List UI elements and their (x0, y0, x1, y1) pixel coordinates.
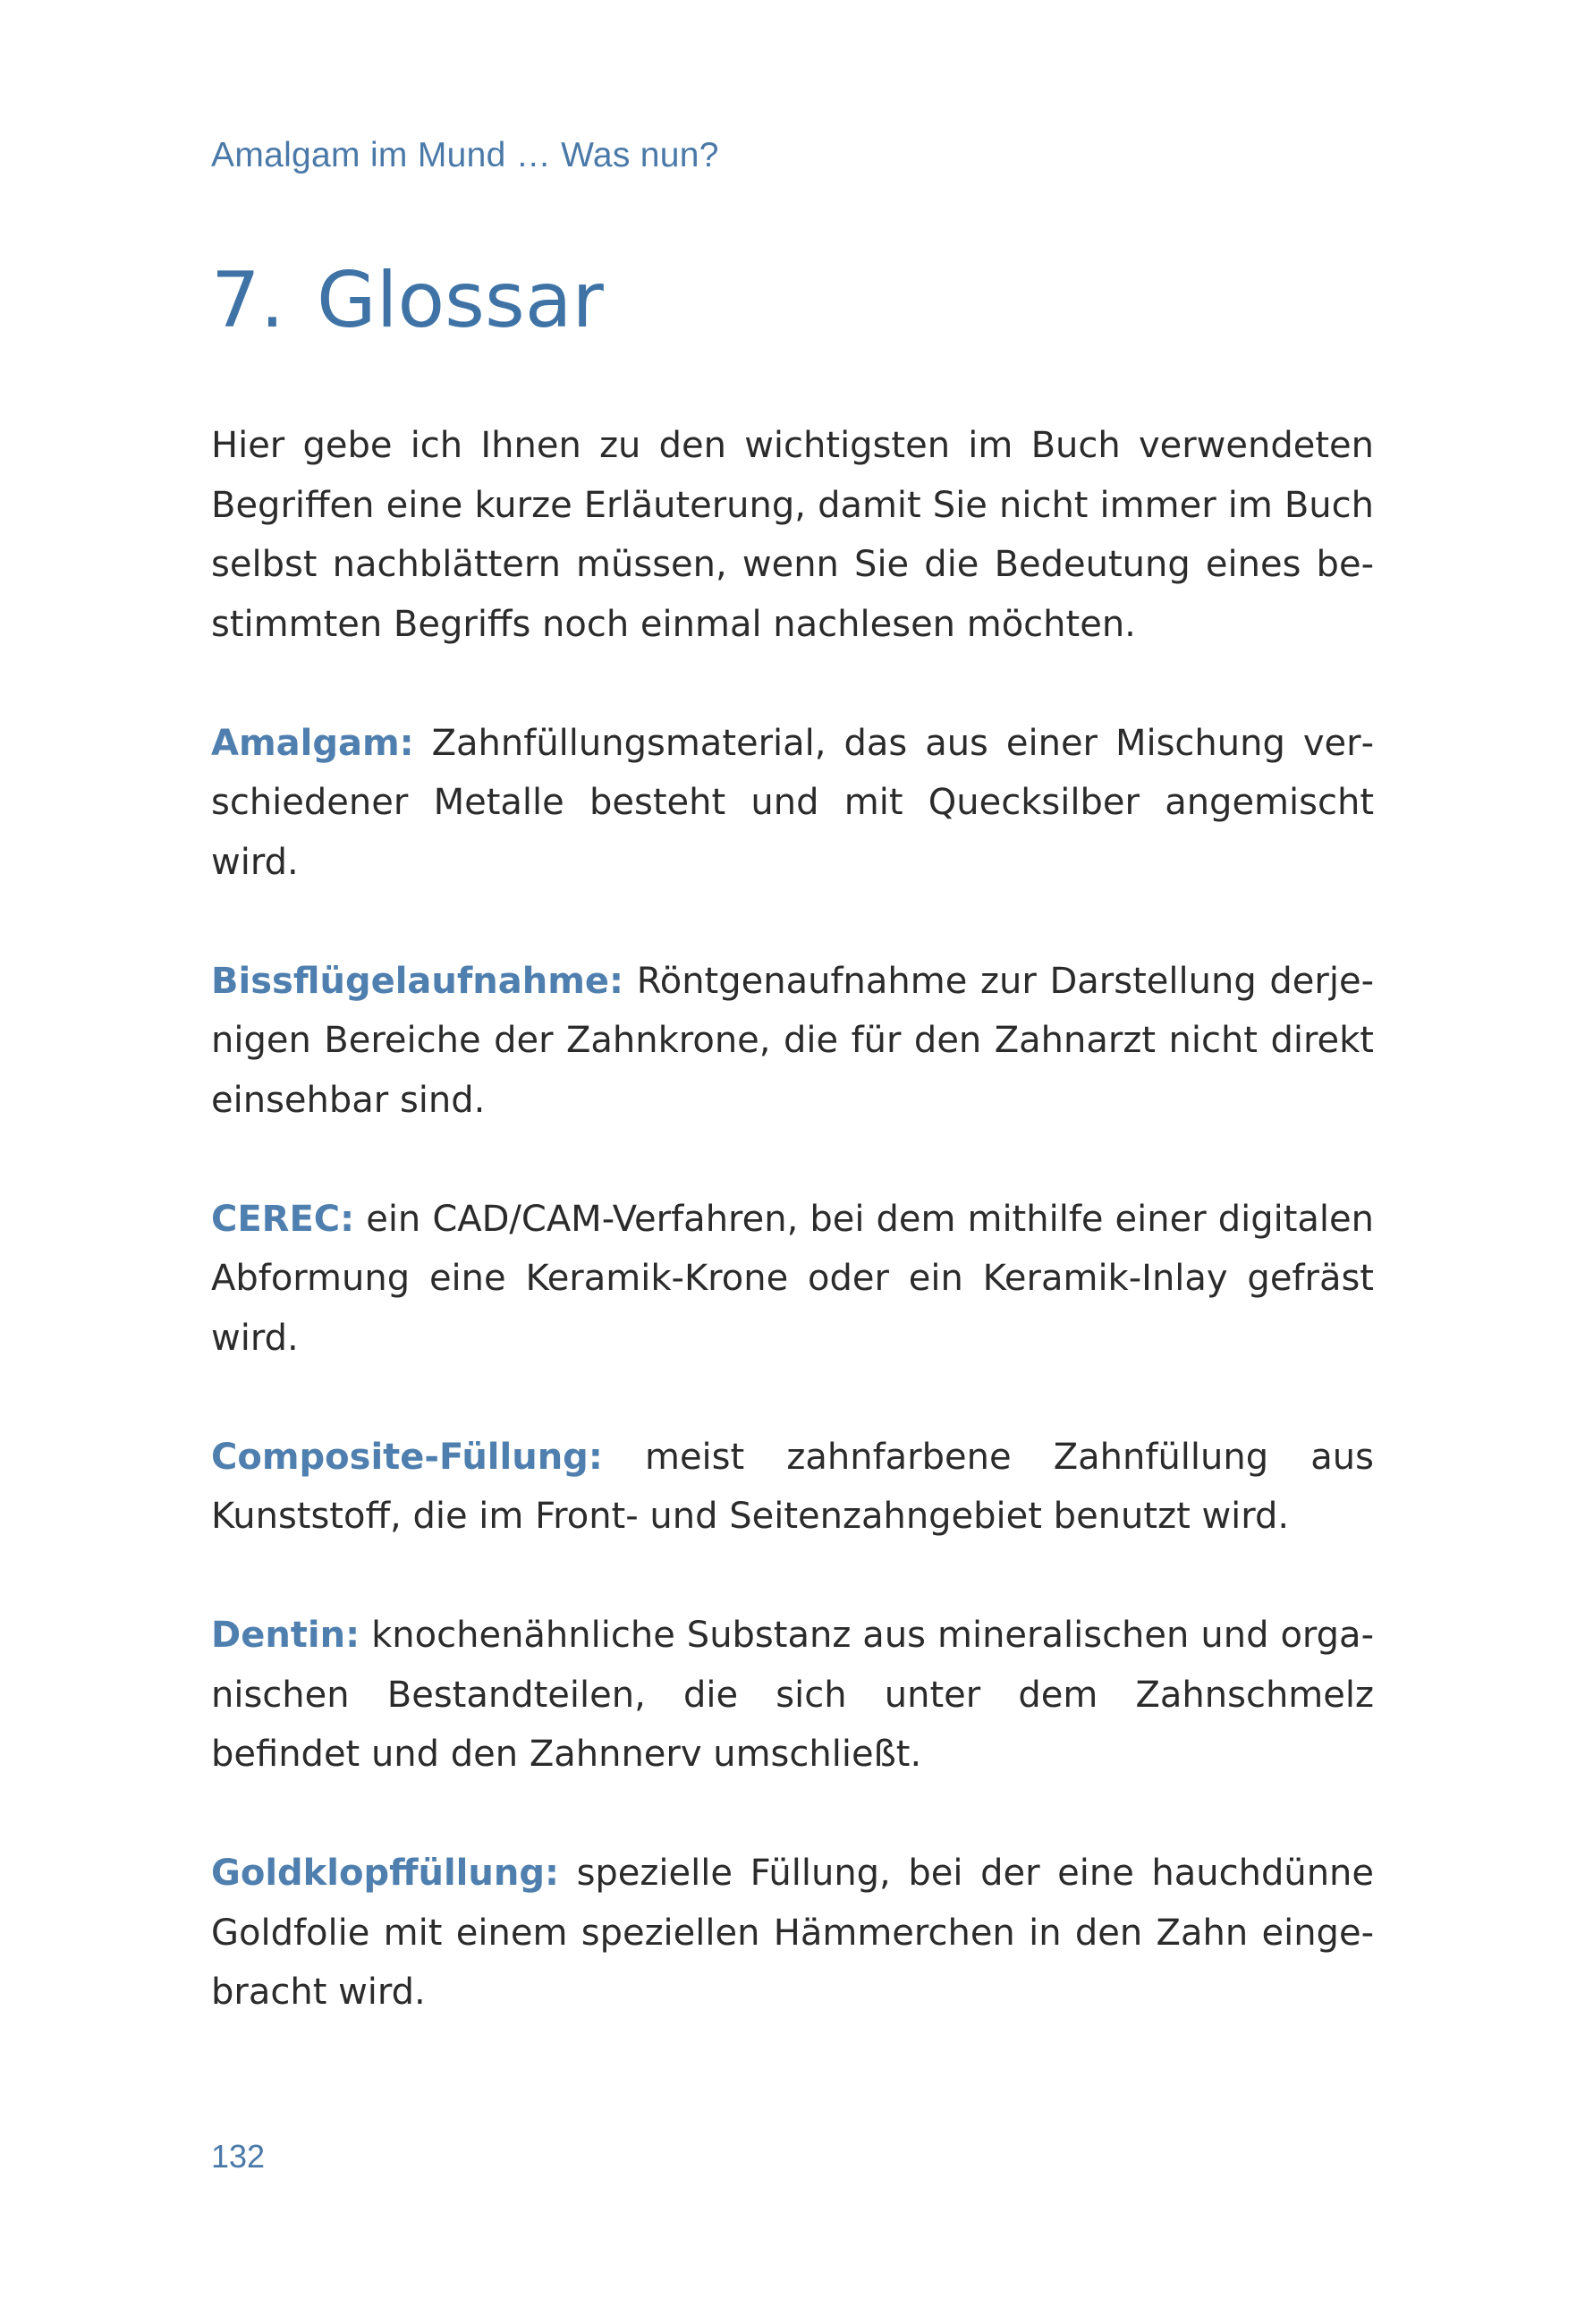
glossary-term: Bissflügelaufnahme: (211, 960, 624, 1002)
running-head: Amalgam im Mund … Was nun? (211, 136, 719, 174)
glossary-entry (211, 1606, 1374, 1785)
glossary-definition: spezielle Füllung, bei der eine hauchdünne Goldfolie mit einem speziellen Hämmerchen in den Zahn eingebracht wird. (211, 1853, 1375, 2013)
glossary-definition: Röntgenaufnahme zur Darstellung derjenigen Bereiche der Zahnkrone, die für den Zahnarzt nicht direkt einsehbar sind. (211, 960, 1374, 1121)
glossary-content (211, 416, 1374, 2082)
glossary-definition: Zahnfüllungsmaterial, das aus einer Mischung verschiedener Metalle besteht und mit Quecksilber angemischt wird. (211, 722, 1375, 883)
glossary-term: Goldklopffüllung: (211, 1853, 559, 1894)
page-number: 132 (211, 2138, 266, 2175)
glossary-term: CEREC: (211, 1198, 355, 1240)
glossary-definition: knochenähnliche Substanz aus mineralischen und organischen Bestandteilen, die sich unter dem Zahnschmelz befindet und den Zahnnerv umschließt. (211, 1615, 1375, 1775)
glossary-definition: meist zahnfarbene Zahnfüllung aus Kunststoff, die im Front- und Seitenzahngebiet benutzt wird. (211, 1436, 1374, 1537)
glossary-term: Dentin: (211, 1615, 360, 1656)
glossary-entry (211, 1190, 1374, 1369)
chapter-number: 7. (211, 256, 285, 345)
intro-paragraph: Hier gebe ich Ihnen zu den wichtigsten im Buch verwendeten Begriffen eine kurze Erläuterung, damit Sie nicht immer im Buch selbst nachblättern müssen, wenn Sie die Bedeutung eines bestimmten Begriffs noch einmal nachlesen möchten. (211, 425, 1374, 645)
glossary-term: Composite-Füllung: (211, 1436, 603, 1478)
chapter-title-text: Glossar (317, 256, 604, 345)
glossary-definition: ein CAD/CAM-Verfahren, bei dem mithilfe einer digitalen Abformung eine Keramik-Krone oder ein Keramik-Inlay gefräst wird. (211, 1198, 1375, 1359)
glossary-entry (211, 714, 1374, 893)
glossary-entry (211, 1428, 1374, 1547)
glossary-entry (211, 952, 1374, 1131)
glossary-term: Amalgam: (211, 722, 414, 764)
glossary-entry (211, 1844, 1374, 2023)
chapter-title (211, 256, 604, 345)
